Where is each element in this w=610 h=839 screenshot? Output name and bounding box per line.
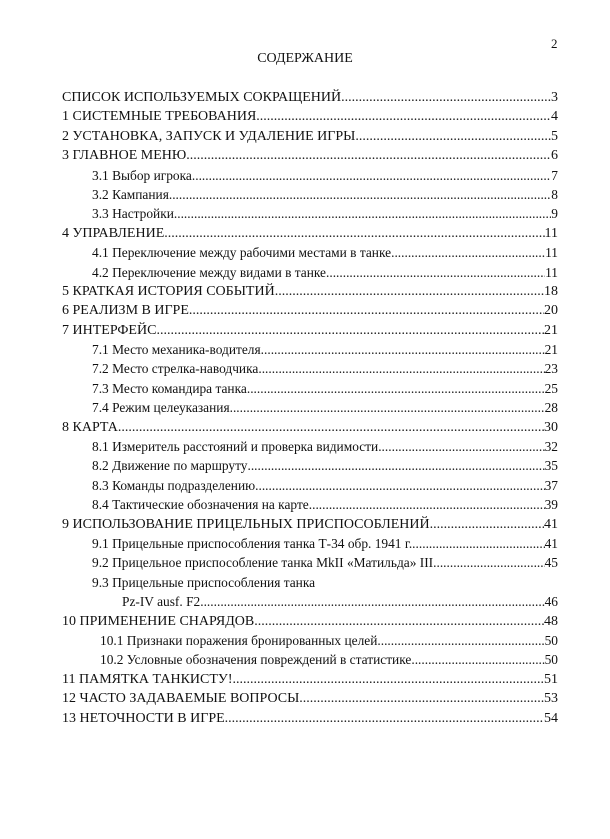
toc-entry[interactable] xyxy=(62,282,558,301)
toc-entry[interactable] xyxy=(62,573,558,592)
toc-dot-leader xyxy=(247,379,545,398)
toc-dot-leader xyxy=(256,107,551,126)
toc-dot-leader xyxy=(378,437,544,456)
toc-entry-page: 21 xyxy=(544,322,558,338)
toc-entry-page: 11 xyxy=(544,225,558,241)
toc-dot-leader xyxy=(275,282,544,301)
toc-entry[interactable] xyxy=(62,476,558,495)
toc-entry-page: 51 xyxy=(544,671,558,687)
toc-entry[interactable] xyxy=(62,340,558,359)
toc-entry-label: 8.4 Тактические обозначения на карте xyxy=(92,497,309,513)
toc-dot-leader xyxy=(230,398,545,417)
toc-entry-page: 32 xyxy=(544,439,558,455)
toc-entry-label: 3.1 Выбор игрока xyxy=(92,167,192,183)
toc-entry-page: 41 xyxy=(544,516,558,532)
toc-entry[interactable] xyxy=(62,224,558,243)
toc-entry-page: 35 xyxy=(544,458,558,474)
toc-dot-leader xyxy=(189,301,544,320)
toc-entry[interactable] xyxy=(62,185,558,204)
toc-entry-label: 10 ПРИМЕНЕНИЕ СНАРЯДОВ xyxy=(62,613,255,629)
toc-entry-label: 7.2 Место стрелка-наводчика xyxy=(92,361,259,377)
toc-entry-label: 8.1 Измеритель расстояний и проверка видимости xyxy=(92,439,379,455)
toc-entry[interactable] xyxy=(62,437,558,456)
toc-entry[interactable] xyxy=(62,166,558,185)
toc-entry-page: 11 xyxy=(545,264,558,280)
toc-entry-page: 11 xyxy=(545,245,558,261)
toc-entry[interactable] xyxy=(62,495,558,514)
toc-entry-label: 6 РЕАЛИЗМ В ИГРЕ xyxy=(62,303,189,319)
toc-entry[interactable] xyxy=(62,456,558,475)
toc-title: СОДЕРЖАНИЕ xyxy=(257,51,353,66)
toc-entry-label: 12 ЧАСТО ЗАДАВАЕМЫЕ ВОПРОСЫ xyxy=(62,691,300,707)
toc-entry-page: 23 xyxy=(544,361,558,377)
toc-dot-leader xyxy=(156,321,544,340)
toc-dot-leader xyxy=(261,340,545,359)
toc-dot-leader xyxy=(255,476,544,495)
toc-entry-page: 50 xyxy=(544,632,558,648)
toc-entry[interactable] xyxy=(62,631,558,650)
page-number: 2 xyxy=(551,36,558,51)
toc-entry-label: Pz-IV ausf. F2 xyxy=(122,594,201,610)
toc-entry-page: 4 xyxy=(551,109,558,125)
toc-entry-page: 54 xyxy=(544,710,558,726)
toc-entry[interactable] xyxy=(62,418,558,437)
toc-entry-label: 7.1 Место механика-водителя xyxy=(92,342,261,358)
table-of-contents xyxy=(62,88,558,728)
toc-entry[interactable] xyxy=(62,107,558,126)
toc-dot-leader xyxy=(433,553,544,572)
toc-entry[interactable] xyxy=(62,379,558,398)
toc-entry[interactable] xyxy=(62,398,558,417)
toc-entry-page: 6 xyxy=(551,148,558,164)
toc-entry-label: 8.3 Команды подразделению xyxy=(92,477,256,493)
toc-entry[interactable] xyxy=(62,650,558,669)
toc-dot-leader xyxy=(192,166,551,185)
toc-dot-leader xyxy=(258,359,544,378)
toc-entry-page: 20 xyxy=(544,303,558,319)
toc-entry-label: СПИСОК ИСПОЛЬЗУЕМЫХ СОКРАЩЕНИЙ xyxy=(62,90,342,105)
toc-entry-page: 30 xyxy=(544,419,558,435)
toc-entry-page: 46 xyxy=(544,594,558,610)
toc-entry[interactable] xyxy=(62,592,558,611)
toc-entry-page: 39 xyxy=(544,497,558,513)
toc-entry-label: 3.3 Настройки xyxy=(92,206,174,222)
toc-entry[interactable] xyxy=(62,127,558,146)
toc-dot-leader xyxy=(254,612,544,631)
toc-entry[interactable] xyxy=(62,263,558,282)
toc-entry[interactable] xyxy=(62,146,558,165)
toc-entry[interactable] xyxy=(62,204,558,223)
toc-entry-page: 5 xyxy=(551,128,558,144)
toc-dot-leader xyxy=(247,456,544,475)
toc-entry[interactable] xyxy=(62,515,558,534)
toc-entry-label: 9.3 Прицельные приспособления танка xyxy=(92,574,316,590)
toc-entry-label: 5 КРАТКАЯ ИСТОРИЯ СОБЫТИЙ xyxy=(62,283,275,299)
toc-dot-leader xyxy=(118,418,544,437)
toc-entry[interactable] xyxy=(62,670,558,689)
toc-entry-page: 41 xyxy=(544,535,558,551)
toc-dot-leader xyxy=(412,534,544,553)
toc-dot-leader xyxy=(377,631,544,650)
toc-entry[interactable] xyxy=(62,243,558,262)
toc-entry[interactable] xyxy=(62,709,558,728)
toc-dot-leader xyxy=(309,495,545,514)
toc-entry-label: 13 НЕТОЧНОСТИ В ИГРЕ xyxy=(62,710,225,726)
toc-entry-label: 4.1 Переключение между рабочими местами в танке xyxy=(92,245,392,261)
toc-entry-page: 50 xyxy=(544,652,558,668)
toc-entry-label: 9 ИСПОЛЬЗОВАНИЕ ПРИЦЕЛЬНЫХ ПРИСПОСОБЛЕНИЙ xyxy=(62,516,430,532)
toc-dot-leader xyxy=(186,146,551,165)
toc-dot-leader xyxy=(430,515,544,534)
toc-entry-label: 7.4 Режим целеуказания xyxy=(92,400,230,416)
toc-entry-page: 37 xyxy=(544,477,558,493)
toc-entry[interactable] xyxy=(62,612,558,631)
toc-entry[interactable] xyxy=(62,88,558,107)
toc-dot-leader xyxy=(174,204,551,223)
toc-entry-label: 7 ИНТЕРФЕЙС xyxy=(62,322,157,338)
toc-entry-page: 9 xyxy=(551,206,558,222)
toc-entry-label: 2 УСТАНОВКА, ЗАПУСК И УДАЛЕНИЕ ИГРЫ xyxy=(62,128,356,144)
toc-entry-page: 48 xyxy=(544,613,558,629)
toc-entry-label: 1 СИСТЕМНЫЕ ТРЕБОВАНИЯ xyxy=(62,109,257,125)
toc-entry-label: 4 УПРАВЛЕНИЕ xyxy=(62,225,165,241)
toc-entry-label: 11 ПАМЯТКА ТАНКИСТУ! xyxy=(62,671,233,687)
toc-entry-label: 4.2 Переключение между видами в танке xyxy=(92,264,326,280)
toc-entry[interactable] xyxy=(62,359,558,378)
toc-dot-leader xyxy=(355,127,551,146)
toc-entry-page: 28 xyxy=(544,400,558,416)
toc-entry-label: 3 ГЛАВНОЕ МЕНЮ xyxy=(62,148,187,164)
toc-entry[interactable] xyxy=(62,534,558,553)
toc-dot-leader xyxy=(341,88,551,107)
toc-entry-page: 8 xyxy=(551,186,558,202)
toc-dot-leader xyxy=(232,670,544,689)
toc-entry-page: 53 xyxy=(544,691,558,707)
toc-entry-label: 10.2 Условные обозначения повреждений в статистике xyxy=(100,652,412,668)
toc-entry-label: 8.2 Движение по маршруту xyxy=(92,458,248,474)
toc-dot-leader xyxy=(225,709,544,728)
toc-dot-leader xyxy=(299,689,544,708)
toc-dot-leader xyxy=(411,650,544,669)
toc-dot-leader xyxy=(200,592,544,611)
toc-entry-page: 18 xyxy=(544,283,558,299)
toc-entry-page: 7 xyxy=(551,167,558,183)
toc-entry[interactable] xyxy=(62,553,558,572)
toc-entry-label: 7.3 Место командира танка xyxy=(92,380,247,396)
toc-entry[interactable] xyxy=(62,321,558,340)
toc-entry-page: 45 xyxy=(544,555,558,571)
toc-entry-page: 3 xyxy=(551,90,558,105)
toc-dot-leader xyxy=(164,224,544,243)
toc-dot-leader xyxy=(326,263,545,282)
toc-entry[interactable] xyxy=(62,689,558,708)
toc-entry-label: 10.1 Признаки поражения бронированных целей xyxy=(100,632,378,648)
toc-entry-page: 21 xyxy=(544,342,558,358)
toc-entry-label: 9.1 Прицельные приспособления танка Т-34 обр. 1941 г. xyxy=(92,535,413,551)
toc-dot-leader xyxy=(169,185,551,204)
toc-dot-leader xyxy=(391,243,545,262)
toc-entry[interactable] xyxy=(62,301,558,320)
toc-entry-label: 3.2 Кампания xyxy=(92,186,169,202)
toc-entry-label: 9.2 Прицельное приспособление танка MkII «Матильда» III xyxy=(92,555,434,571)
toc-entry-page: 25 xyxy=(544,380,558,396)
toc-entry-label: 8 КАРТА xyxy=(62,419,118,435)
